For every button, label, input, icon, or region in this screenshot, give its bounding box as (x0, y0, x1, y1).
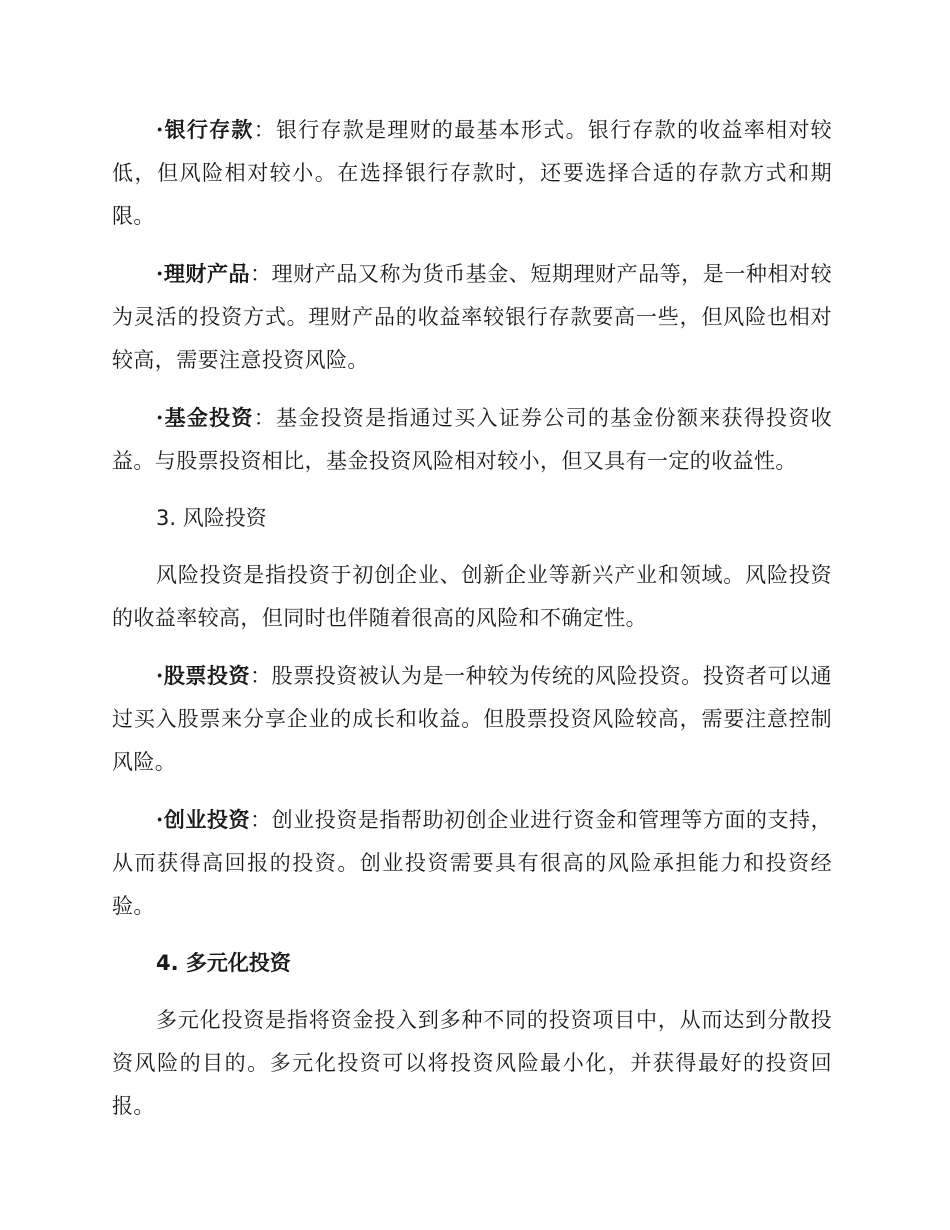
item-text: 股票投资被认为是一种较为传统的风险投资。投资者可以通过买入股票来分享企业的成长和收益。但股票投资风险较高，需要注意控制风险。 (112, 664, 832, 774)
section-heading-risk-investment: 3. 风险投资 (156, 506, 267, 530)
item-text: 创业投资是指帮助初创企业进行资金和管理等方面的支持，从而获得高回报的投资。创业投资需要具有很高的风险承担能力和投资经验。 (112, 808, 832, 918)
term-separator: ： (250, 664, 272, 688)
list-item-stock-investment (112, 654, 832, 784)
item-text: 基金投资是指通过买入证券公司的基金份额来获得投资收益。与股票投资相比，基金投资风险相对较小，但又具有一定的收益性。 (112, 406, 832, 473)
list-item-wealth-products (112, 252, 832, 382)
term-stock-investment: 股票投资 (163, 664, 251, 688)
bullet: · (156, 405, 164, 430)
term-fund-investment: 基金投资 (163, 406, 254, 430)
item-text: 银行存款是理财的最基本形式。银行存款的收益率相对较低，但风险相对较小。在选择银行存款时，还要选择合适的存款方式和期限。 (112, 118, 832, 228)
bullet: · (156, 807, 164, 832)
section-heading-diversified-investment: 4. 多元化投资 (156, 951, 291, 975)
term-wealth-products: 理财产品 (163, 262, 251, 286)
list-item-fund-investment (112, 396, 832, 483)
item-text: 理财产品又称为货币基金、短期理财产品等，是一种相对较为灵活的投资方式。理财产品的收益率较银行存款要高一些，但风险也相对较高，需要注意投资风险。 (112, 262, 832, 372)
term-separator: ： (253, 406, 276, 430)
list-item-venture-investment (112, 798, 832, 928)
list-item-bank-deposit (112, 108, 832, 238)
term-separator: ： (250, 262, 272, 286)
term-venture-investment: 创业投资 (163, 808, 251, 832)
bullet: · (156, 117, 164, 142)
bullet: · (156, 261, 164, 286)
term-separator: ： (253, 118, 276, 142)
section-intro-diversified-investment: 多元化投资是指将资金投入到多种不同的投资项目中，从而达到分散投资风险的目的。多元化投资可以将投资风险最小化，并获得最好的投资回报。 (112, 1008, 832, 1118)
section-intro-risk-investment: 风险投资是指投资于初创企业、创新企业等新兴产业和领域。风险投资的收益率较高，但同时也伴随着很高的风险和不确定性。 (112, 563, 832, 630)
term-separator: ： (250, 808, 272, 832)
document-page (112, 108, 832, 1142)
bullet: · (156, 663, 164, 688)
term-bank-deposit: 银行存款 (163, 118, 254, 142)
